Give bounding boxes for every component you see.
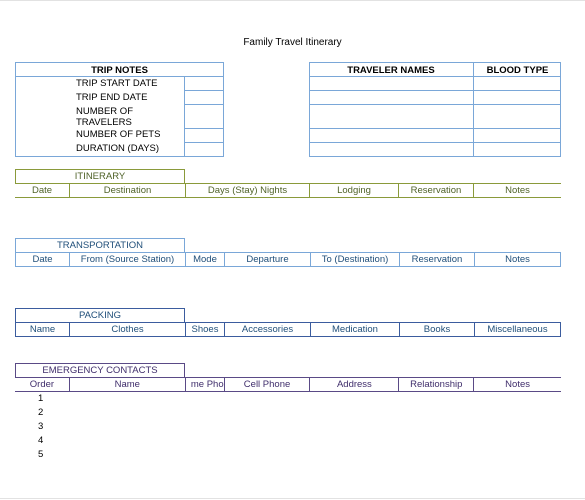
- emergency-col-cell-phone: Cell Phone: [224, 378, 310, 391]
- packing-col-books: Books: [399, 323, 474, 336]
- order-number: 2: [38, 407, 44, 418]
- packing-header: PACKING: [78, 310, 122, 321]
- document-title: Family Travel Itinerary: [243, 37, 342, 48]
- bottom-border: [0, 498, 585, 499]
- transport-col-date: Date: [32, 254, 53, 265]
- itinerary-col-reservation: Reservation: [398, 184, 473, 197]
- packing-col-name: Name: [29, 324, 56, 335]
- itinerary-col-date: Date: [31, 185, 53, 196]
- number-of-label: NUMBER OF: [76, 106, 133, 117]
- trip-notes-header: TRIP NOTES: [91, 65, 148, 76]
- itinerary-col-destination: Destination: [69, 184, 185, 197]
- transport-col-reservation: Reservation: [399, 253, 474, 266]
- trip-notes-divider: [15, 76, 224, 77]
- transport-col-from: From (Source Station): [69, 253, 185, 266]
- order-number: 3: [38, 421, 44, 432]
- packing-col-accessories: Accessories: [224, 323, 310, 336]
- transport-col-mode: Mode: [185, 253, 224, 266]
- order-number: 1: [38, 393, 44, 404]
- duration-days-label: DURATION (DAYS): [76, 143, 160, 154]
- trip-start-date-label: TRIP START DATE: [76, 78, 158, 89]
- trip-end-date-label: TRIP END DATE: [76, 92, 148, 103]
- emergency-col-home-phone: me Pho: [185, 378, 224, 391]
- packing-col-clothes: Clothes: [69, 323, 185, 336]
- packing-col-medication: Medication: [310, 323, 399, 336]
- itinerary-col-notes: Notes: [473, 184, 561, 197]
- emergency-col-notes: Notes: [473, 378, 561, 391]
- itinerary-col-days: Days (Stay) Nights: [185, 184, 309, 197]
- emergency-columns: [15, 377, 561, 392]
- itinerary-header: ITINERARY: [74, 171, 126, 182]
- transport-col-to: To (Destination): [310, 253, 399, 266]
- emergency-col-order: Order: [29, 379, 55, 390]
- emergency-col-address: Address: [309, 378, 398, 391]
- emergency-col-name: Name: [69, 378, 185, 391]
- blood-type-header: BLOOD TYPE: [486, 65, 549, 76]
- packing-col-shoes: Shoes: [185, 323, 224, 336]
- emergency-col-relationship: Relationship: [398, 378, 473, 391]
- itinerary-columns: [15, 183, 561, 198]
- transport-col-notes: Notes: [474, 253, 560, 266]
- packing-col-misc: Miscellaneous: [474, 323, 560, 336]
- trip-notes-values-column[interactable]: [184, 76, 224, 157]
- top-border: [0, 0, 585, 1]
- transportation-columns: [15, 252, 561, 267]
- itinerary-col-lodging: Lodging: [309, 184, 398, 197]
- order-number: 4: [38, 435, 44, 446]
- emergency-header: EMERGENCY CONTACTS: [42, 365, 158, 376]
- packing-columns: [15, 322, 561, 337]
- traveler-names-header: TRAVELER NAMES: [347, 65, 435, 76]
- order-number: 5: [38, 449, 44, 460]
- transportation-header: TRANSPORTATION: [56, 240, 144, 251]
- number-of-pets-label: NUMBER OF PETS: [76, 129, 161, 140]
- travelers-label: TRAVELERS: [76, 117, 132, 128]
- transport-col-departure: Departure: [224, 253, 310, 266]
